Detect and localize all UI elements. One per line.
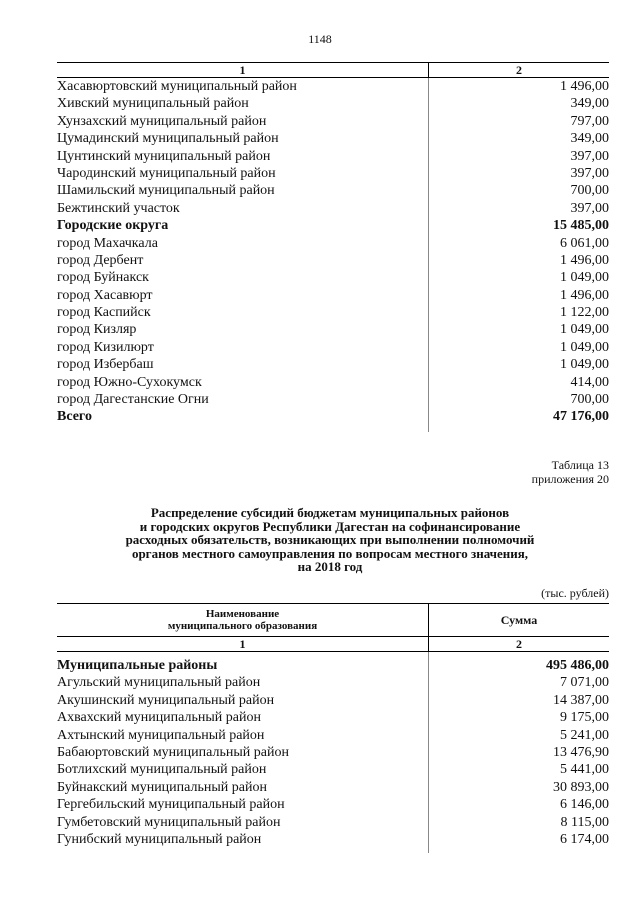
table2-header-name: [57, 604, 428, 636]
row-name: Цумадинский муниципальный район: [57, 131, 279, 147]
table2-col2-number: 2: [428, 637, 609, 651]
header-name-line1: Наименование: [205, 608, 280, 620]
row-name: Агульский муниципальный район: [57, 675, 261, 691]
table-row: [57, 761, 609, 778]
row-value: 5 241,00: [560, 727, 609, 743]
row-value: 349,00: [570, 131, 609, 147]
row-value: 1 122,00: [560, 305, 609, 321]
header-name-line2: муниципального образования: [167, 620, 318, 632]
row-value: 414,00: [570, 374, 609, 390]
row-value: 6 146,00: [560, 797, 609, 813]
title-line: на 2018 год: [297, 559, 363, 574]
row-value: 1 049,00: [560, 339, 609, 355]
row-value: 5 441,00: [560, 762, 609, 778]
row-name: город Избербаш: [57, 357, 154, 373]
table-row: [57, 657, 609, 674]
units-label: (тыс. рублей): [541, 586, 609, 600]
row-name: Шамильский муниципальный район: [57, 183, 275, 199]
table1-col2-number: 2: [428, 63, 609, 77]
table-row: [57, 321, 609, 338]
row-name: город Дагестанские Огни: [57, 392, 209, 408]
table-row: [57, 304, 609, 321]
table-row: [57, 95, 609, 112]
table1-col1-number: 1: [239, 63, 246, 77]
row-value: 47 176,00: [553, 409, 609, 425]
row-name: Бабаюртовский муниципальный район: [57, 744, 289, 760]
row-name: город Кизилюрт: [57, 339, 154, 355]
table-row: [57, 78, 609, 95]
row-name: Городские округа: [57, 218, 169, 234]
page-number: 1148: [308, 32, 332, 46]
row-name: Ахтынский муниципальный район: [57, 727, 265, 743]
row-name: город Каспийск: [57, 305, 151, 321]
table-row: [57, 182, 609, 199]
row-name: город Хасавюрт: [57, 287, 153, 303]
table-row: [57, 779, 609, 796]
row-value: 15 485,00: [553, 218, 609, 234]
row-name: город Махачкала: [57, 235, 158, 251]
row-name: Чародинский муниципальный район: [57, 165, 276, 181]
row-name: Цунтинский муниципальный район: [57, 148, 271, 164]
row-value: 1 496,00: [560, 287, 609, 303]
table-row: [57, 339, 609, 356]
row-name: город Дербент: [57, 252, 144, 268]
table1-header: [57, 62, 609, 78]
row-value: 6 174,00: [560, 831, 609, 847]
title-line: и городских округов Республики Дагестан на софинансирование: [139, 518, 521, 534]
table-row: [57, 269, 609, 286]
table-row: [57, 814, 609, 831]
table1-body: [57, 78, 609, 426]
row-name: Хасавюртовский муниципальный район: [57, 79, 297, 94]
row-value: 1 049,00: [560, 357, 609, 373]
table-caption: [532, 458, 609, 486]
row-value: 700,00: [570, 183, 609, 199]
table-row: [57, 692, 609, 709]
table-row: [57, 727, 609, 744]
table-row: [57, 674, 609, 691]
table-row: [57, 217, 609, 234]
row-name: Акушинский муниципальный район: [57, 692, 275, 708]
row-value: 397,00: [570, 148, 609, 164]
table-row: [57, 148, 609, 165]
table-row: [57, 356, 609, 373]
title-line: расходных обязательств, возникающих при выполнении полномочий: [125, 532, 535, 547]
table2-column-numbers: [57, 636, 609, 652]
row-name: Муниципальные районы: [57, 658, 218, 673]
table-row: [57, 831, 609, 848]
row-name: Буйнакский муниципальный район: [57, 779, 267, 795]
table2-header: [57, 603, 609, 636]
row-value: 8 115,00: [560, 814, 609, 830]
table-row: [57, 709, 609, 726]
row-value: 397,00: [570, 165, 609, 181]
table-number: Таблица 13: [551, 458, 609, 472]
row-value: 797,00: [570, 113, 609, 129]
row-name: Гунибский муниципальный район: [57, 831, 262, 847]
row-value: 1 496,00: [560, 252, 609, 268]
row-value: 6 061,00: [560, 235, 609, 251]
row-name: Всего: [57, 409, 92, 425]
row-name: город Буйнакск: [57, 270, 149, 286]
table2-body: [57, 657, 609, 848]
row-value: 495 486,00: [546, 658, 609, 673]
table-row: [57, 391, 609, 408]
title-line: органов местного самоуправления по вопросам местного значения,: [131, 545, 529, 561]
table-row: [57, 408, 609, 425]
row-value: 9 175,00: [560, 710, 609, 726]
row-name: Гумбетовский муниципальный район: [57, 814, 281, 830]
table-row: [57, 165, 609, 182]
row-value: 349,00: [570, 96, 609, 112]
table1: [57, 62, 609, 426]
row-value: 1 049,00: [560, 270, 609, 286]
table2-col1-number: 1: [239, 637, 246, 651]
table-row: [57, 130, 609, 147]
table-row: [57, 374, 609, 391]
table-row: [57, 744, 609, 761]
row-value: 1 496,00: [560, 79, 609, 94]
table-row: [57, 113, 609, 130]
table-row: [57, 287, 609, 304]
appendix-number: приложения 20: [531, 472, 609, 486]
title-line: Распределение субсидий бюджетам муниципальных районов: [150, 505, 510, 520]
document-title: [60, 506, 600, 574]
row-value: 30 893,00: [553, 779, 609, 795]
table-row: [57, 252, 609, 269]
table2: [57, 603, 609, 848]
row-value: 397,00: [570, 200, 609, 216]
row-name: Хунзахский муниципальный район: [57, 113, 267, 129]
row-name: Бежтинский участок: [57, 200, 180, 216]
row-name: Хивский муниципальный район: [57, 96, 249, 112]
table-row: [57, 235, 609, 252]
row-value: 13 476,90: [553, 744, 609, 760]
table-row: [57, 796, 609, 813]
row-name: город Кизляр: [57, 322, 137, 338]
row-name: Ахвахский муниципальный район: [57, 710, 261, 726]
row-value: 1 049,00: [560, 322, 609, 338]
row-value: 7 071,00: [560, 675, 609, 691]
table2-header-sum: Сумма: [428, 604, 609, 636]
row-value: 14 387,00: [553, 692, 609, 708]
table-row: [57, 200, 609, 217]
row-name: город Южно-Сухокумск: [57, 374, 202, 390]
row-value: 700,00: [570, 392, 609, 408]
row-name: Гергебильский муниципальный район: [57, 797, 285, 813]
row-name: Ботлихский муниципальный район: [57, 762, 267, 778]
